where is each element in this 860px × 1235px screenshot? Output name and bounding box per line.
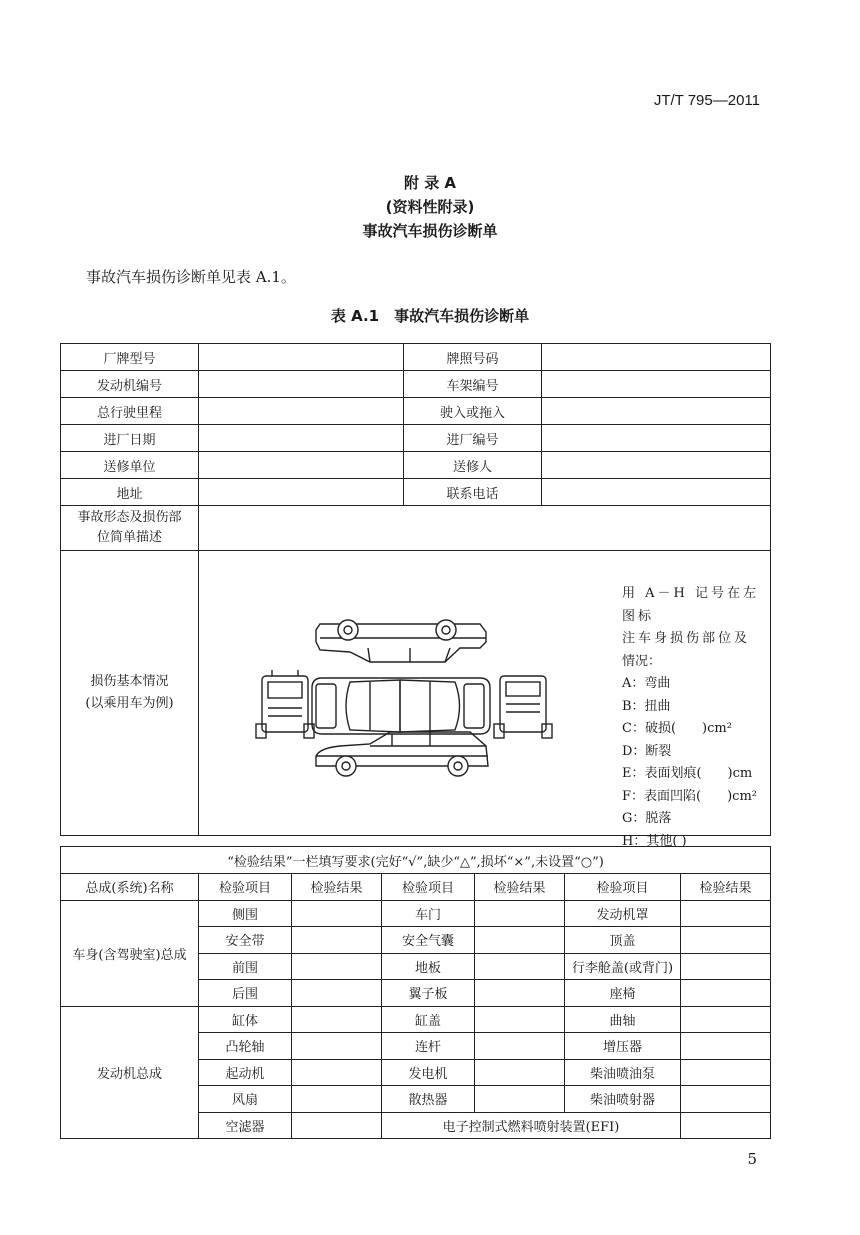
table-row [61,900,771,927]
legend-item: H：其他( ) [622,833,687,849]
column-header: 检验结果 [681,874,771,901]
column-header: 检验项目 [382,874,475,901]
appendix-name: 事故汽车损伤诊断单 [362,222,498,240]
inspection-item: 翼子板 [382,980,475,1007]
field-value-cell[interactable] [199,479,404,506]
appendix-subtitle: (资料性附录) [385,198,475,216]
legend-intro-line-2: 注车身损伤部位及 [622,631,751,646]
inspection-item: 安全气囊 [382,927,475,954]
table-row [61,371,771,398]
damage-label-line-2: (以乘用车为例) [85,696,174,711]
field-value-cell[interactable] [542,479,771,506]
inspection-item: 缸盖 [382,1006,475,1033]
inspection-item: 柴油喷油泵 [565,1059,681,1086]
inspection-table [60,846,771,1139]
inspection-item: 散热器 [382,1086,475,1113]
field-label: 送修人 [404,452,542,479]
field-label: 总行驶里程 [61,398,199,425]
inspection-note: “检验结果”一栏填写要求(完好“√”,缺少“△”,损坏“×”,未设置“○”) [61,847,771,874]
field-label: 厂牌型号 [61,344,199,371]
inspection-item: 发电机 [382,1059,475,1086]
field-label: 牌照号码 [404,344,542,371]
legend-intro-line-1: 用 A－H 记号在左图标 [622,586,759,624]
table-row [61,344,771,371]
result-cell[interactable] [475,1006,565,1033]
column-header: 总成(系统)名称 [61,874,199,901]
inspection-item: 座椅 [565,980,681,1007]
result-cell[interactable] [681,1006,771,1033]
field-value-cell[interactable] [542,425,771,452]
car-side-view-top [316,620,486,662]
inspection-item: 车门 [382,900,475,927]
result-cell[interactable] [475,1086,565,1113]
field-value-cell[interactable] [542,452,771,479]
legend-item: G：脱落 [622,811,672,826]
legend-item: E：表面划痕( )cm [622,766,753,781]
table-row [61,847,771,874]
result-cell[interactable] [475,927,565,954]
page-number: 5 [747,1150,757,1168]
table-row [61,452,771,479]
inspection-item: 侧围 [199,900,292,927]
inspection-item: 起动机 [199,1059,292,1086]
car-plan-view [312,678,490,734]
table-caption: 表 A.1 事故汽车损伤诊断单 [330,307,530,325]
legend-item: C：破损( )cm² [622,721,732,736]
field-value-cell[interactable] [542,371,771,398]
result-cell[interactable] [475,980,565,1007]
field-value-cell[interactable] [199,344,404,371]
table-row [61,1006,771,1033]
field-value-cell[interactable] [199,452,404,479]
field-label: 车架编号 [404,371,542,398]
result-cell[interactable] [681,1059,771,1086]
description-label-line-2: 位简单描述 [96,530,162,545]
legend-item: A：弯曲 [622,676,671,691]
field-label: 发动机编号 [61,371,199,398]
table-row [61,506,771,551]
result-cell[interactable] [475,1033,565,1060]
result-cell[interactable] [292,1033,382,1060]
standard-code: JT/T 795—2011 [653,92,760,109]
legend-item: B：扭曲 [622,698,671,714]
inspection-item: 后围 [199,980,292,1007]
inspection-item: 地板 [382,953,475,980]
result-cell[interactable] [292,900,382,927]
field-label: 送修单位 [61,452,199,479]
damage-label-line-1: 损伤基本情况 [90,674,169,689]
result-cell[interactable] [681,980,771,1007]
column-header: 检验项目 [199,874,292,901]
inspection-item: 曲轴 [565,1006,681,1033]
result-cell[interactable] [292,1112,382,1139]
table-header-row [61,874,771,901]
result-cell[interactable] [292,1086,382,1113]
table-row [61,398,771,425]
intro-text: 事故汽车损伤诊断单见表 A.1。 [86,268,296,286]
damage-label [61,551,199,836]
table-row [61,479,771,506]
field-value-cell[interactable] [199,371,404,398]
field-label: 地址 [61,479,199,506]
legend-intro-line-3: 情况： [622,653,662,669]
column-header: 检验结果 [292,874,382,901]
result-cell[interactable] [292,927,382,954]
result-cell[interactable] [681,927,771,954]
damage-legend [622,583,762,853]
inspection-item: 前围 [199,953,292,980]
car-diagram-icon [250,612,560,782]
inspection-item: 风扇 [199,1086,292,1113]
inspection-item: 增压器 [565,1033,681,1060]
column-header: 检验结果 [475,874,565,901]
result-cell[interactable] [475,1059,565,1086]
inspection-item: 柴油喷射器 [565,1086,681,1113]
result-cell[interactable] [292,1006,382,1033]
inspection-item: 发动机罩 [565,900,681,927]
field-value-cell[interactable] [542,344,771,371]
field-label: 驶入或拖入 [404,398,542,425]
result-cell[interactable] [681,900,771,927]
field-value-cell[interactable] [199,425,404,452]
assembly-name: 发动机总成 [61,1006,199,1139]
field-value-cell[interactable] [199,398,404,425]
inspection-item: 安全带 [199,927,292,954]
inspection-item: 连杆 [382,1033,475,1060]
field-label: 进厂日期 [61,425,199,452]
result-cell[interactable] [475,900,565,927]
assembly-name: 车身(含驾驶室)总成 [61,900,199,1006]
description-label-line-1: 事故形态及损伤部 [77,510,182,525]
car-side-view-bottom [316,732,488,776]
car-rear-view [256,670,314,738]
result-cell[interactable] [681,1112,771,1139]
appendix-title: 附 录 A [403,174,457,192]
legend-item: F：表面凹陷( )cm² [622,788,757,804]
result-cell[interactable] [681,953,771,980]
inspection-item: 凸轮轴 [199,1033,292,1060]
column-header: 检验项目 [565,874,681,901]
description-value-cell[interactable] [199,506,771,551]
inspection-item: 顶盖 [565,927,681,954]
car-front-view [494,676,552,738]
inspection-item-wide: 电子控制式燃料喷射装置(EFI) [382,1112,681,1139]
legend-item: D：断裂 [622,743,672,759]
inspection-item: 空滤器 [199,1112,292,1139]
result-cell[interactable] [292,953,382,980]
field-label: 联系电话 [404,479,542,506]
field-label: 进厂编号 [404,425,542,452]
result-cell[interactable] [681,1033,771,1060]
result-cell[interactable] [475,953,565,980]
result-cell[interactable] [292,980,382,1007]
inspection-item: 缸体 [199,1006,292,1033]
result-cell[interactable] [292,1059,382,1086]
table-row [61,425,771,452]
field-value-cell[interactable] [542,398,771,425]
inspection-item: 行李舱盖(或背门) [565,953,681,980]
description-label [61,506,199,551]
result-cell[interactable] [681,1086,771,1113]
